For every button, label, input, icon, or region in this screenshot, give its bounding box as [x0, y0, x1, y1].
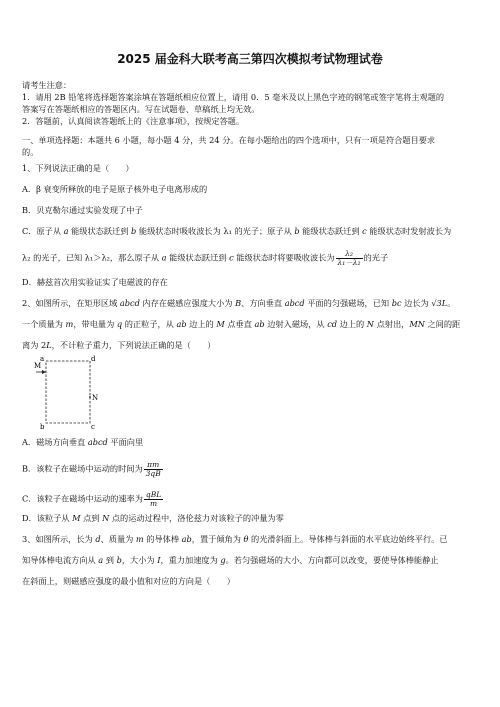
entry-arrow-head: [42, 370, 46, 374]
text: 。若匀强磁场的大小、方向都可以改变，要使导体棒能静止: [225, 555, 439, 565]
var: d: [95, 534, 101, 544]
var: m: [65, 319, 74, 329]
notice-heading: 请考生注意：: [22, 80, 72, 90]
var: ab: [176, 319, 187, 329]
var: c: [229, 252, 234, 263]
var: MN: [409, 319, 425, 329]
q1-option-b: B．贝克勒尔通过实验发现了中子: [22, 205, 143, 215]
text: C．该粒子在磁场中运动的速率为: [22, 493, 143, 504]
text: B．该粒子在磁场中运动的时间为: [22, 463, 143, 474]
text: 边长为: [401, 298, 432, 308]
text: 2、如图所示，在矩形区域: [22, 298, 120, 308]
fraction-numerator: qBL: [145, 490, 162, 499]
var: b: [294, 226, 300, 236]
q2-option-b: [22, 461, 478, 478]
text: 之间的距: [424, 319, 461, 329]
var: N: [366, 319, 374, 329]
page-title: 2025 届金科大联考高三第四次模拟考试物理试卷: [117, 52, 383, 66]
q2-stem-line3: [22, 339, 478, 351]
corner-label-a: a: [40, 355, 45, 363]
text: ，不计粒子重力，下列说法正确的是（ ）: [51, 340, 216, 350]
text: 平面的匀强磁场，已知: [304, 298, 392, 308]
var: abcd: [284, 298, 305, 308]
var: b: [131, 226, 137, 236]
notice-item-1a: 1．请用 2B 铅笔将选择题答案涂填在答题纸相应位置上，请用 0．5 毫米及以上黑色字迹的钢笔或签字笔将主观题的: [22, 92, 445, 102]
text: 知导体棒电流方向从: [22, 555, 99, 565]
point-label-n: N: [92, 394, 99, 402]
fraction: [336, 250, 363, 267]
text: 边上的: [337, 319, 367, 329]
var: abcd: [119, 298, 140, 308]
text: 内存在磁感应强度大小为: [139, 298, 236, 308]
diagram-svg: [34, 355, 104, 430]
text: 能级状态跃迁到: [166, 252, 230, 263]
field-region-rect: [46, 361, 90, 423]
text: 点射出，: [373, 319, 410, 329]
text: 边射入磁场，从: [264, 319, 328, 329]
var: ab: [254, 319, 265, 329]
text: ，置于倾角为: [191, 534, 244, 544]
text: λ₂ 的光子，已知 λ₁＞λ₂，那么原子从: [22, 252, 162, 263]
q3-stem-line1: [22, 533, 478, 545]
q2-option-d: [22, 512, 478, 524]
var: g: [220, 555, 226, 565]
point-label-m: M: [34, 362, 42, 370]
text: ，重力加速度为: [160, 555, 221, 565]
text: 边上的: [186, 319, 217, 329]
q2-stem-line2: [22, 318, 478, 330]
var: m: [135, 534, 144, 544]
q1-stem: 1、下列说法正确的是（ ）: [22, 163, 134, 173]
var: c: [362, 226, 367, 236]
fraction-denominator: 3qB: [145, 469, 161, 478]
text: 平面向里: [107, 437, 144, 447]
var: θ: [243, 534, 249, 544]
text: C．原子从: [22, 226, 64, 236]
var: abcd: [87, 437, 108, 447]
q3-stem-line2: [22, 554, 478, 566]
fraction: [144, 491, 163, 508]
var: cd: [327, 319, 338, 329]
section-1-heading-cont: 的。: [22, 147, 39, 157]
section-1-heading: 一、单项选择题：本题共 6 小题，每小题 4 分，共 24 分。在每小题给出的四个选项中，只有一项是符合题目要求: [22, 135, 436, 145]
text: 到: [103, 555, 117, 565]
q2-option-a: [22, 436, 478, 448]
q3-stem-line3: 在斜面上，则磁感应强度的最小值和对应的方向是（ ）: [22, 576, 235, 586]
q2-option-c: [22, 491, 478, 508]
text: 。: [447, 298, 456, 308]
var: b: [116, 555, 122, 565]
text: 的光滑斜面上。导体棒与斜面的水平底边始终平行。已: [248, 534, 448, 544]
text: 的光子: [363, 252, 389, 263]
corner-label-d: d: [91, 355, 96, 363]
var: a: [161, 252, 167, 263]
var: N: [102, 513, 110, 523]
q1-option-a: A．β 衰变所释放的电子是原子核外电子电离形成的: [22, 184, 208, 194]
text: 能级状态时将要吸收波长为: [233, 252, 335, 263]
var: L: [46, 340, 52, 350]
var: ab: [181, 534, 192, 544]
corner-label-c: c: [91, 423, 95, 430]
fraction-denominator: λ₁－λ₂: [337, 258, 361, 267]
text: 的导体棒: [143, 534, 182, 544]
var: bc: [391, 298, 402, 308]
text: 点的运动过程中，洛伦兹力对该粒子的冲量为零: [109, 513, 284, 523]
text: 3、如图所示，长为: [22, 534, 96, 544]
text: D．该粒子从: [22, 513, 73, 523]
text: 、质量为: [100, 534, 136, 544]
text: 的正粒子，从: [122, 319, 177, 329]
text: 一个质量为: [22, 319, 66, 329]
sqrt-expression: √3L: [431, 298, 448, 308]
fraction: [144, 461, 163, 478]
text: 能级状态跃迁到: [68, 226, 132, 236]
text: 、方向垂直: [241, 298, 285, 308]
var: a: [63, 226, 69, 236]
corner-label-b: b: [40, 423, 45, 430]
text: ，带电量为: [73, 319, 117, 329]
fraction-numerator: λ₂: [336, 250, 363, 259]
var: a: [98, 555, 104, 565]
text: A．磁场方向垂直: [22, 437, 88, 447]
fraction-denominator: m: [149, 499, 158, 508]
text: 能级状态时吸收波长为 λ₁ 的光子；原子从: [136, 226, 295, 236]
notice-item-2: 2．答题前，认真阅读答题纸上的《注意事项》，按规定答题。: [22, 116, 245, 126]
var: M: [72, 513, 81, 523]
magnetic-field-diagram: [34, 355, 104, 430]
q1-option-c-line2: [22, 250, 478, 267]
var: I: [157, 555, 161, 565]
text: 能级状态时发射波长为: [366, 226, 452, 236]
exit-point-n: [89, 396, 91, 398]
var: B: [235, 298, 242, 308]
q1-option-d: D．赫兹首次用实验证实了电磁波的存在: [22, 277, 168, 287]
text: 点到: [80, 513, 103, 523]
text: ，大小为: [121, 555, 158, 565]
text: 能级状态跃迁到: [299, 226, 363, 236]
var: M: [216, 319, 225, 329]
q2-stem-line1: [22, 297, 478, 309]
notice-item-1b: 答案写在答题纸相应的答题区内。写在试题卷、草稿纸上均无效。: [22, 104, 260, 114]
var: q: [116, 319, 123, 329]
text: 点垂直: [224, 319, 255, 329]
text: 离为 2: [22, 340, 47, 350]
fraction-numerator: πm: [144, 461, 163, 470]
q1-option-c-line1: [22, 225, 478, 237]
